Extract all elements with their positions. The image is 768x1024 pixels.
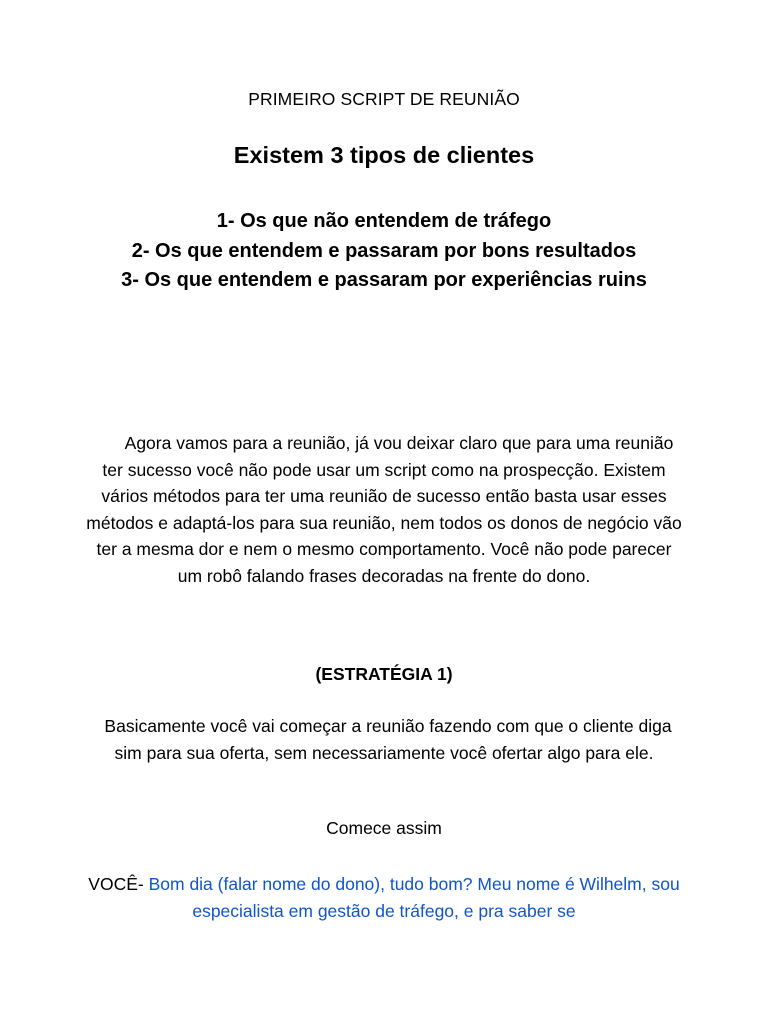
strategy-paragraph xyxy=(84,713,684,766)
document-title: PRIMEIRO SCRIPT DE REUNIÃO xyxy=(248,89,520,109)
list-item: 2- Os que entendem e passaram por bons resultados xyxy=(131,239,637,262)
list-item: 1- Os que não entendem de tráfego xyxy=(216,210,552,232)
client-types-list xyxy=(84,207,684,296)
dialogue-speech: Bom dia (falar nome do dono), tudo bom? Meu nome é Wilhelm, sou especialista em gestão de tráfego, e pra saber se xyxy=(143,874,680,921)
start-instruction: Comece assim xyxy=(326,818,442,838)
strategy-heading: (ESTRATÉGIA 1) xyxy=(315,664,453,684)
intro-paragraph-text: Agora vamos para a reunião, já vou deixar claro que para uma reunião ter sucesso você não pode usar um script como na prospecção. Existem vários métodos para ter uma reunião de sucesso então basta usar esses métodos e adaptá-los para sua reunião, nem todos os donos de negócio vão ter a mesma dor e nem o mesmo comportamento. Você não pode parecer um robô falando frases decoradas na frente do dono. xyxy=(86,433,682,586)
dialogue-line xyxy=(84,871,684,924)
dialogue-speaker: VOCÊ- xyxy=(88,874,144,894)
list-item: 3- Os que entendem e passaram por experiências ruins xyxy=(121,269,647,291)
strategy-paragraph-text: Basicamente você vai começar a reunião fazendo com que o cliente diga sim para sua oferta, sem necessariamente você ofertar algo para ele. xyxy=(104,716,672,763)
intro-paragraph xyxy=(84,430,684,589)
section-heading: Existem 3 tipos de clientes xyxy=(233,142,535,168)
